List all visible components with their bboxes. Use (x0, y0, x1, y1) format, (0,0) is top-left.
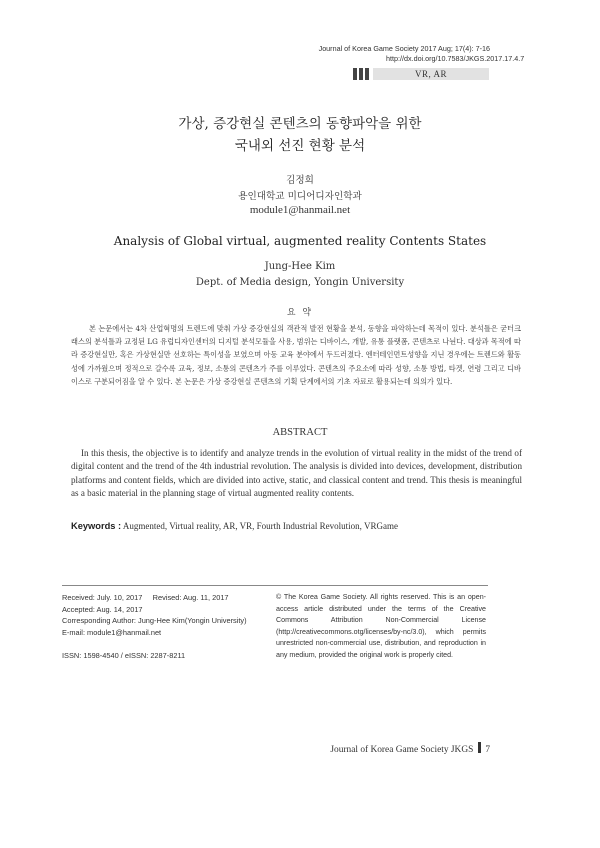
accepted-date: Accepted: Aug. 14, 2017 (62, 604, 143, 614)
received-revised (62, 592, 262, 604)
journal-citation: Journal of Korea Game Society 2017 Aug; 17(4): 7-16 (318, 44, 490, 53)
info-divider (62, 585, 488, 586)
footer-separator (478, 742, 481, 753)
corresponding-author: Corresponding Author: Jung-Hee Kim(Yongin University) (62, 616, 247, 626)
abstract-ko-text: 본 논문에서는 4차 산업혁명의 트렌드에 맞춰 가상 증강현실의 객관적 발전 현황을 분석, 동향을 파악하는데 목적이 있다. 분석틀은 굳터크래스의 분석틀과 교정된 LG 유럽디자인센터의 디지털 분석모듈을 사용, 범위는 디바이스, 개발, 유통 플랫폼, 콘텐츠로 나뉜다. 대상과 목적에 따라 증강현실만, 혹은 가상현실만 선호하는 특이성을 보였으며 아동 교육 분야에서 두드러졌다. 엔터테인먼트성향을 지닌 경우에는 트렌드와 활동성에 가까웠으며 정적으로 갈수록 교육, 정보, 소통의 콘텐츠가 주를 이루었다. 콘텐츠의 주요소에 따라 성향, 소통 방법, 타겟, 연령 그리고 디바이스로 구분되어짐을 알 수 있다. 본 논문은 가상 증강현실 콘텐츠의 기획 단계에서의 기초 자료로 활용되는데 의의가 있다. (71, 324, 521, 386)
corresponding-email[interactable]: E-mail: module1@hanmail.net (62, 628, 162, 638)
footer-journal: Journal of Korea Game Society JKGS (330, 745, 474, 755)
author-name-en: Jung-Hee Kim (264, 261, 336, 272)
license-text: © The Korea Game Society. All rights reserved. This is an open-access article distributed under the terms of the Creative Commons Attribution Non-Commercial License (http://creativecommons.otg/licenses/by-nc/3.0), which permits unrestricted non-commercial use, distribution, and reproduction in any medium, provided the original work is properly cited. (276, 593, 486, 659)
issn: ISSN: 1598-4540 / eISSN: 2287-8211 (62, 650, 186, 660)
abstract-ko-heading: 요 약 (286, 308, 314, 318)
article-info (62, 592, 262, 662)
category-tag: VR, AR (373, 68, 489, 80)
author-email-ko[interactable]: module1@hanmail.net (249, 204, 351, 216)
doi-link[interactable]: http://dx.doi.org/10.7583/JKGS.2017.17.4.7 (386, 54, 525, 63)
keywords-text: Augmented, Virtual reality, AR, VR, Fourth Industrial Revolution, VRGame (122, 521, 398, 531)
abstract-en-text: In this thesis, the objective is to identify and analyze trends in the evolution of virtual reality in the midst of the trend of digital content and the trend of the 4th industrial revolution. The analysis is divided into devices, development, distribution platforms and content fields, which are divided into active, static, and classical content and trend. This thesis is meaningful as a basic material in the planning stage of virtual augmented reality contents. (71, 448, 522, 498)
title-ko-line2: 국내외 선진 현황 분석 (234, 138, 366, 154)
author-affiliation-ko: 용인대학교 미디어디자인학과 (238, 191, 362, 202)
tag-bars-decoration (353, 68, 371, 87)
title-ko-line1: 가상, 증강현실 콘텐츠의 동향파악을 위한 (178, 116, 422, 132)
keywords-label: Keywords : (71, 521, 122, 531)
revised-date: Revised: Aug. 11, 2017 (152, 593, 229, 602)
page-footer (330, 742, 490, 755)
keywords (71, 521, 531, 531)
abstract-en-heading: ABSTRACT (272, 427, 328, 438)
author-name-ko: 김정희 (286, 175, 314, 186)
title-en: Analysis of Global virtual, augmented reality Contents States (113, 234, 487, 248)
received-date: Received: July. 10, 2017 (62, 593, 143, 602)
author-affiliation-en: Dept. of Media design, Yongin University (195, 277, 405, 288)
page-number: 7 (485, 745, 490, 755)
